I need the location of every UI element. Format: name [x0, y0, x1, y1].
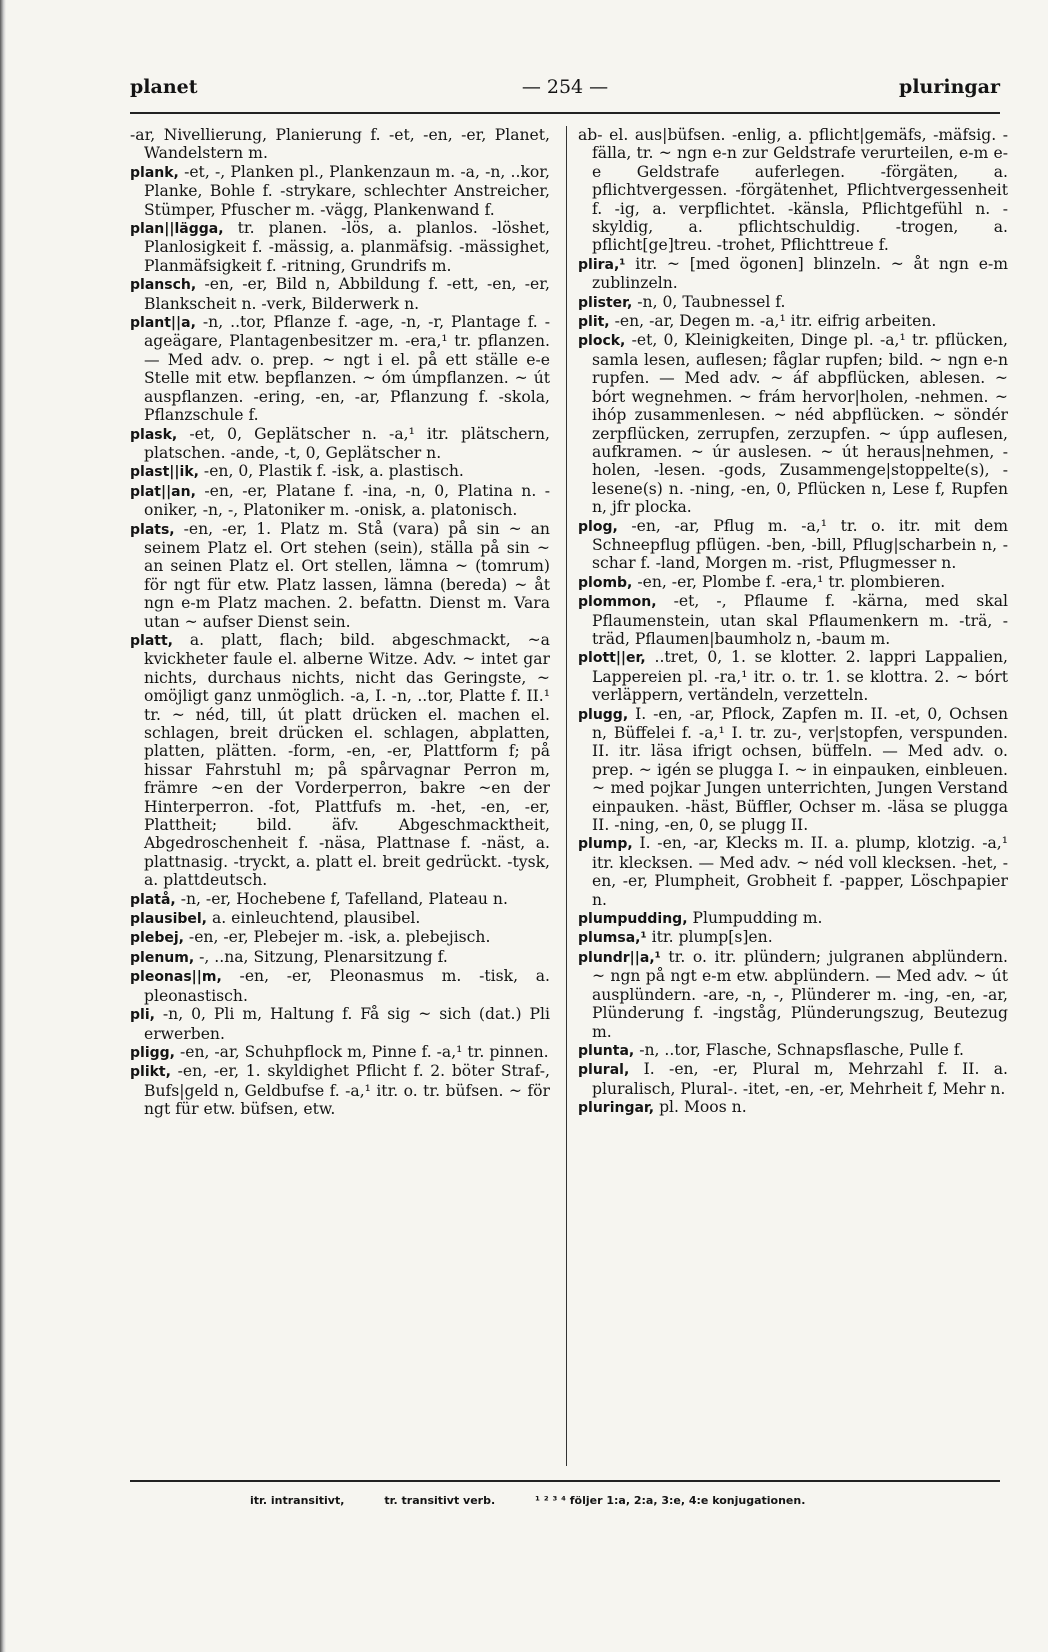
footer-tr-note: tr. transitivt verb. — [384, 1494, 496, 1507]
right-column — [578, 126, 1008, 1118]
entry-definition: pl. Moos n. — [659, 1098, 747, 1117]
entry-headword: plundr||a,¹ — [578, 949, 661, 966]
page-edge-shadow — [0, 0, 6, 1652]
page-number: — 254 — — [521, 76, 609, 98]
entry-definition: itr. ~ [med ögonen] blinzeln. ~ åt ngn e-m zublinzeln. — [592, 254, 1008, 293]
dictionary-entry — [578, 1041, 1008, 1060]
entry-definition: -n, ..tor, Pflanze f. -age, -n, -r, Plantage f. -ageägare, Plantagenbesitzer m. -era,¹ tr. pflanzen. — Med adv. o. prep. ~ ngt i el. på ett ställe e-e Stelle mit etw. bepflanzen. ~ óm úmpflanzen. ~ út auspflanzen. -ering, -en, -ar, Pflanzung f. -skola, Pflanzschule f. — [144, 313, 550, 425]
dictionary-entry — [130, 520, 550, 631]
entry-headword: pli, — [130, 1007, 155, 1024]
entry-headword: plomb, — [578, 574, 633, 591]
right-running-headword: pluringar — [899, 76, 1000, 98]
dictionary-entry — [578, 592, 1008, 648]
dictionary-entry — [130, 1043, 550, 1062]
entry-headword: plansch, — [130, 277, 197, 294]
dictionary-entry — [130, 909, 550, 928]
dictionary-entry — [578, 517, 1008, 573]
page-header — [130, 76, 1000, 106]
entry-definition: -en, -ar, Schuhpflock m, Pinne f. -a,¹ tr. pinnen. — [179, 1042, 549, 1061]
entry-headword: plog, — [578, 518, 618, 535]
entry-headword: plunta, — [578, 1042, 635, 1059]
entry-headword: plats, — [130, 521, 175, 538]
entry-definition: I. -en, -er, Plural m, Mehrzahl f. II. a. pluralisch, Plural-. -itet, -en, -er, Mehrheit f, Mehr n. — [592, 1060, 1009, 1098]
entry-definition: tr. planen. -lös, a. planlos. -löshet, Planlosigkeit f. -mässig, a. planmäfsig. -mässighet, Planmäfsigkeit f. -ritning, Grundrifs m. — [144, 219, 550, 275]
dictionary-entry — [130, 163, 550, 219]
entry-headword: plira,¹ — [578, 256, 626, 273]
column-divider — [566, 126, 567, 1466]
dictionary-entry — [130, 631, 550, 890]
entry-headword: plugg, — [578, 706, 629, 723]
dictionary-entry — [130, 219, 550, 275]
entry-headword: plank, — [130, 164, 179, 181]
entry-definition: ab- el. aus|büfsen. -enlig, a. pflicht|gemäfs, -mäfsig. -fälla, tr. ~ ngn e-n zur Geldstrafe verurteilen, e-m e-e Geldstrafe auferlegen. -förgäten, a. pflichtvergessen. -förgätenhet, Pflichtvergessenheit f. -ig, a. verpflichtet. -känsla, Pflichtgefühl n. -skyldig, a. pflichtschuldig. -trogen, a. pflicht[ge]treu. -trohet, Pflichttreue f. — [578, 126, 1008, 255]
entry-definition: -en, -er, 1. Platz m. Stå (vara) på sin ~ an seinem Platz el. Ort stehen (sein), ställa på sin ~ an seinen Platz el. Ort stellen, lämna ~ (tomrum) för ngt für etw. Platz lassen, lämna (bereda) ~ åt ngn e-m Platz machen. 2. befattn. Dienst m. Vara utan ~ aufser Dienst sein. — [144, 519, 550, 631]
dictionary-entry — [130, 1062, 550, 1118]
dictionary-entry — [578, 909, 1008, 928]
dictionary-entry — [130, 948, 550, 967]
dictionary-entry — [130, 126, 550, 163]
entry-definition: -n, 0, Taubnessel f. — [637, 292, 786, 311]
dictionary-entry — [578, 255, 1008, 293]
left-column — [130, 126, 550, 1119]
entry-definition: Plumpudding m. — [692, 909, 823, 928]
dictionary-entry — [578, 1098, 1008, 1117]
footer-itr-note: itr. intransitivt, — [250, 1494, 345, 1507]
entry-definition: I. -en, -ar, Klecks m. II. a. plump, klotzig. -a,¹ itr. klecksen. — Med adv. ~ néd voll klecksen. -het, -en, -er, Plumpheit, Grobheit f. -papper, Löschpapier n. — [592, 834, 1008, 909]
entry-headword: plump, — [578, 836, 633, 853]
entry-definition: -en, -er, Pleonasmus m. -tisk, a. pleonastisch. — [144, 967, 550, 1005]
entry-definition: I. -en, -ar, Pflock, Zapfen m. II. -et, 0, Ochsen n, Büffelei f. -a,¹ I. tr. zu-, ver|stopfen, verspunden. II. itr. läsa ifrigt ochsen, büffeln. — Med adv. o. prep. ~ igén se plugga I. ~ in einpauken, einbleuen. ~ med pojkar Jungen unterrichten, Jungen Verstand einpauken. -häst, Büffler, Ochser m. -läsa se plugga II. -ning, -en, 0, se plugg II. — [592, 704, 1008, 835]
entry-definition: -en, -ar, Pflug m. -a,¹ tr. o. itr. mit dem Schneepflug pflügen. -ben, -bill, Pflug|scharbein n, -schar f. -land, Morgen m. -rist, Pflugmesser n. — [592, 516, 1008, 573]
entry-definition: a. platt, flach; bild. abgeschmackt, ~a kvickheter faule el. alberne Witze. Adv. ~ intet gar nichts, durchaus nichts, nicht das Geringste, ~ omöjligt ganz unmöglich. -a, I. -n, ..tor, Platte f. II.¹ tr. ~ néd, till, út platt drücken el. machen el. schlagen, breit drücken el. schlagen, abplatten, platten, plätten. -form, -en, -er, Plattform f; på hissar Fahrstuhl m; på spårvagnar Perron m, främre ~en der Vorderperron, bakre ~en der Hinterperron. -fot, Plattfufs m. -het, -en, -er, Plattheit; bild. äfv. Abgeschmacktheit, Abgedroschenheit f. -näsa, Plattnase f. -näst, a. plattnasig. -tryckt, a. platt el. breit gedrückt. -tysk, a. plattdeutsch. — [144, 630, 550, 890]
dictionary-entry — [578, 928, 1008, 947]
dictionary-entry — [578, 293, 1008, 312]
entry-headword: plock, — [578, 333, 626, 350]
entry-headword: plat||an, — [130, 483, 196, 500]
footer-conjugation-note: ¹ ² ³ ⁴ följer 1:a, 2:a, 3:e, 4:e konjugationen. — [535, 1494, 806, 1507]
entry-definition: -en, 0, Plastik f. -isk, a. plastisch. — [203, 462, 464, 481]
entry-headword: plommon, — [578, 594, 657, 611]
dictionary-entry — [130, 1005, 550, 1043]
entry-definition: -et, 0, Kleinigkeiten, Dinge pl. -a,¹ tr. pflücken, samla lesen, auflesen; fåglar rupfen; bild. ~ ngn e-n rupfen. — Med adv. ~ áf abpflücken, ablesen. ~ bórt wegnehmen. ~ frám hervor|holen, -nehmen. ~ ihóp zusammenlesen. ~ néd abpflücken. ~ söndér zerpflücken, zerrupfen, zerzupfen. ~ úpp auflesen, aufkramen. ~ úr auslesen. ~ út heraus|nehmen, -holen, -lesen. -gods, Zusammenge|stoppelte(s), -lesene(s) n. -ning, -en, 0, Pflücken n, Lese f, Rupfen n, jfr plocka. — [592, 331, 1008, 517]
entry-definition: -en, -er, 1. skyldighet Pflicht f. 2. böter Straf-, Bufs|geld n, Geldbufse f. -a,¹ itr. o. tr. büfsen. ~ för ngt für etw. büfsen, etw. — [144, 1062, 550, 1119]
entry-definition: -, ..na, Sitzung, Plenarsitzung f. — [199, 947, 448, 966]
dictionary-entry — [578, 834, 1008, 909]
page-footer — [250, 1494, 1010, 1507]
entry-headword: plumsa,¹ — [578, 930, 647, 947]
left-running-headword: planet — [130, 76, 198, 98]
entry-headword: plask, — [130, 426, 178, 443]
entry-headword: plast||ik, — [130, 464, 199, 481]
entry-definition: -et, -, Planken pl., Plankenzaun m. -a, -n, ..kor, Planke, Bohle f. -strykare, schlechter Anstreicher, Stümper, Pfuscher m. -vägg, Plankenwand f. — [144, 162, 550, 219]
entry-headword: pleonas||m, — [130, 969, 222, 986]
footer-rule — [130, 1480, 1000, 1482]
dictionary-entry — [130, 275, 550, 313]
entry-headword: platå, — [130, 891, 176, 908]
entry-definition: -et, -, Pflaume f. -kärna, med skal Pflaumenstein, utan skal Pflaumenkern m. -trä, -träd, Pflaumen|baumholz n, -baum m. — [592, 592, 1008, 648]
entry-headword: pligg, — [130, 1044, 175, 1061]
entry-headword: plister, — [578, 294, 633, 311]
dictionary-entry — [578, 705, 1008, 835]
entry-headword: plumpudding, — [578, 911, 688, 928]
entry-headword: plit, — [578, 314, 610, 331]
dictionary-entry — [578, 573, 1008, 592]
entry-definition: -en, -er, Plebejer m. -isk, a. plebejisch. — [188, 928, 491, 947]
entry-definition: -et, 0, Geplätscher n. -a,¹ itr. plätschern, platschen. -ande, -t, 0, Geplätscher n. — [144, 424, 550, 462]
entry-definition: tr. o. itr. plündern; julgranen abplündern. ~ ngn på ngt e-m etw. abplündern. — Med adv. ~ út ausplündern. -are, -n, -, Plünderer m. -ing, -en, -ar, Plünderung f. -ingståg, Plünderungszug, Beutezug m. — [592, 947, 1008, 1041]
entry-definition: ..tret, 0, 1. se klotter. 2. lappri Lappalien, Lappereien pl. -ra,¹ itr. o. tr. 1. se klottra. 2. ~ bórt verläppern, vertändeln, verzetteln. — [592, 648, 1008, 705]
header-rule — [130, 112, 1000, 114]
entry-definition: itr. plump[s]en. — [651, 928, 773, 947]
dictionary-entry — [578, 1060, 1008, 1098]
dictionary-entry — [130, 928, 550, 947]
entry-definition: -en, -ar, Degen m. -a,¹ itr. eifrig arbeiten. — [614, 312, 937, 331]
dictionary-entry — [578, 648, 1008, 704]
dictionary-entry — [578, 126, 1008, 255]
entry-definition: -en, -er, Platane f. -ina, -n, 0, Platina n. -oniker, -n, -, Platoniker m. -onisk, a. platonisch. — [144, 481, 550, 520]
entry-headword: pluringar, — [578, 1100, 655, 1117]
entry-headword: plausibel, — [130, 911, 207, 928]
entry-headword: plott||er, — [578, 650, 646, 667]
entry-headword: plebej, — [130, 930, 184, 947]
dictionary-entry — [130, 462, 550, 481]
entry-definition: -en, -er, Plombe f. -era,¹ tr. plombieren. — [637, 572, 946, 591]
dictionary-entry — [130, 967, 550, 1005]
entry-headword: plikt, — [130, 1064, 171, 1081]
dictionary-entry — [130, 425, 550, 463]
dictionary-entry — [130, 313, 550, 424]
entry-definition: -en, -er, Bild n, Abbildung f. -ett, -en, -er, Blankscheit n. -verk, Bilderwerk n. — [144, 275, 550, 313]
entry-headword: plural, — [578, 1062, 630, 1079]
entry-definition: -n, ..tor, Flasche, Schnapsflasche, Pulle f. — [639, 1040, 964, 1059]
entry-headword: plant||a, — [130, 315, 196, 332]
dictionary-entry — [130, 482, 550, 520]
entry-definition: -n, 0, Pli m, Haltung f. Få sig ~ sich (dat.) Pli erwerben. — [144, 1005, 550, 1043]
dictionary-entry — [578, 331, 1008, 516]
entry-headword: plenum, — [130, 949, 195, 966]
entry-definition: -ar, Nivellierung, Planierung f. -et, -en, -er, Planet, Wandelstern m. — [130, 126, 550, 163]
entry-definition: -n, -er, Hochebene f, Tafelland, Plateau n. — [180, 889, 508, 908]
entry-definition: a. einleuchtend, plausibel. — [211, 909, 421, 928]
dictionary-entry — [578, 312, 1008, 331]
entry-headword: platt, — [130, 632, 173, 649]
entry-headword: plan||lägga, — [130, 221, 224, 238]
dictionary-entry — [578, 948, 1008, 1041]
dictionary-entry — [130, 890, 550, 909]
